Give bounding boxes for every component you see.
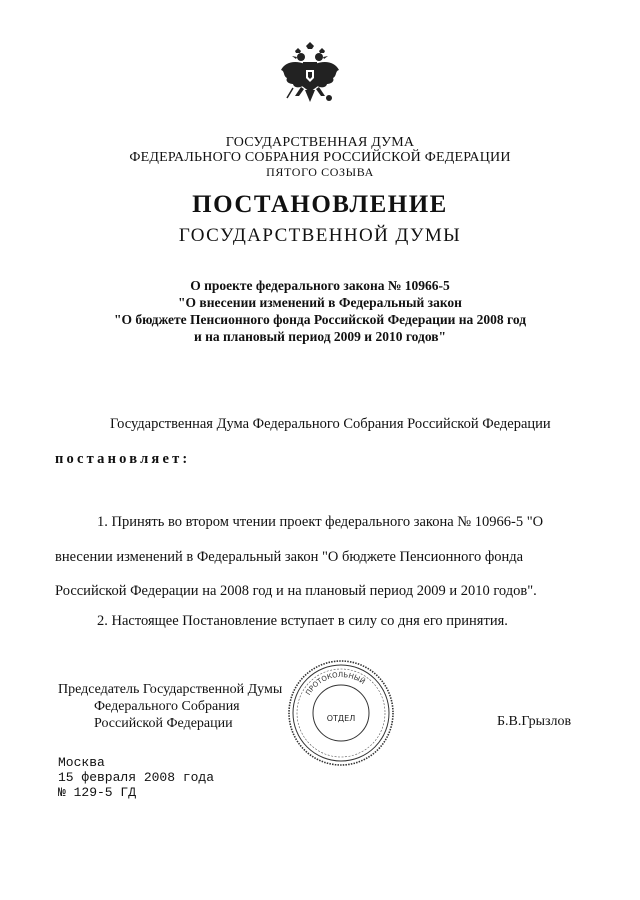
coat-of-arms-emblem: [275, 40, 345, 110]
signatory-title-line-3: Российской Федерации: [94, 716, 233, 731]
double-headed-eagle-icon: [275, 40, 345, 110]
footer-city: Москва: [58, 755, 105, 770]
subject-line-1: О проекте федерального закона № 10966-5: [190, 278, 450, 293]
signatory-name: Б.В.Грызлов: [497, 714, 572, 729]
stamp-ring-text: ПРОТОКОЛЬНЫЙ: [304, 670, 367, 697]
header-line-2: ФЕДЕРАЛЬНОГО СОБРАНИЯ РОССИЙСКОЙ ФЕДЕРАЦИИ: [129, 150, 511, 165]
clause-1-line-2: внесении изменений в Федеральный закон "О бюджете Пенсионного фонда: [55, 549, 524, 565]
subject-line-4: и на плановый период 2009 и 2010 годов": [193, 329, 447, 344]
clause-1-line-1: 1. Принять во втором чтении проект федерального закона № 10966-5 "О: [97, 514, 544, 530]
stamp-center-text: ОТДЕЛ: [326, 714, 356, 723]
document-title: ПОСТАНОВЛЕНИЕ: [192, 191, 448, 218]
footer-date: 15 февраля 2008 года: [58, 770, 215, 785]
signatory-title-line-2: Федерального Собрания: [94, 699, 240, 714]
footer-document-number: № 129-5 ГД: [58, 785, 137, 800]
decides-word: постановляет:: [55, 451, 191, 467]
intro-paragraph: Государственная Дума Федерального Собрания Российской Федерации: [110, 416, 551, 432]
header-line-1: ГОСУДАРСТВЕННАЯ ДУМА: [225, 135, 415, 150]
clause-1-line-3: Российской Федерации на 2008 год и на плановый период 2009 и 2010 годов".: [55, 583, 537, 599]
header-line-3: ПЯТОГО СОЗЫВА: [266, 165, 374, 179]
subject-line-3: "О бюджете Пенсионного фонда Российской Федерации на 2008 год: [113, 312, 527, 327]
official-round-stamp: [286, 658, 396, 768]
clause-2: 2. Настоящее Постановление вступает в силу со дня его принятия.: [97, 613, 508, 629]
subject-line-2: "О внесении изменений в Федеральный закон: [178, 295, 462, 310]
signatory-title-line-1: Председатель Государственной Думы: [58, 682, 283, 697]
document-subtitle: ГОСУДАРСТВЕННОЙ ДУМЫ: [178, 225, 462, 246]
